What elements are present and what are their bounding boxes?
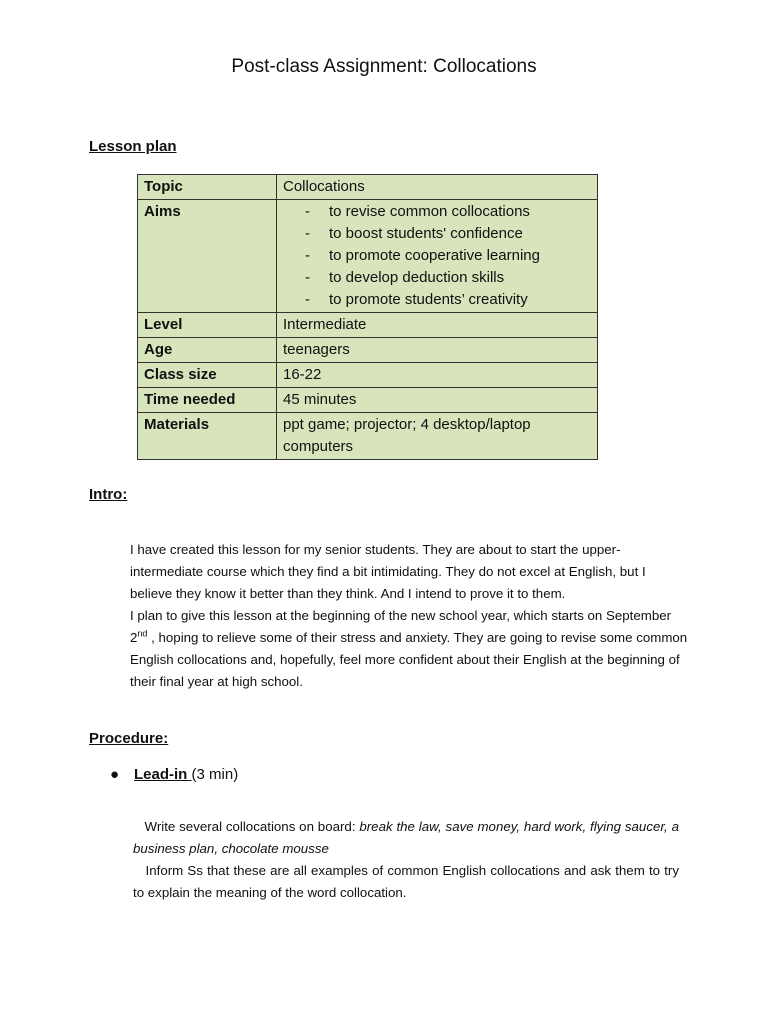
lesson-plan-table [137,174,598,460]
table-row-class-size [138,363,598,388]
aim-item: - to develop deduction skills [305,269,505,286]
date-suffix: nd [137,628,148,639]
age-label: Age [138,338,277,363]
collocation-examples: break the law, save money, hard work, flying saucer, a business plan, chocolate mousse [133,819,679,856]
table-row-time [138,388,598,413]
aim-text: to promote cooperative learning [329,247,540,264]
aim-item: - to promote students’ creativity [305,291,528,308]
intro-heading: Intro: [89,486,128,503]
aims-list [283,201,591,311]
lead-in-duration: (3 min) [191,766,239,783]
table-row-level [138,313,598,338]
materials-value: ppt game; projector; 4 desktop/laptop computers [277,413,598,460]
aims-value [277,200,598,313]
topic-label: Topic [138,175,277,200]
table-row-aims [138,200,598,313]
aims-label: Aims [138,200,277,313]
table-row-topic [138,175,598,200]
lead-in-p2-text: Inform Ss that these are all examples of common English collocations and ask them to try to explain the meaning of the word collocation. [133,863,679,900]
lead-in-bullet [110,766,238,783]
class-size-value: 16-22 [277,363,598,388]
lead-in-paragraph-2 [133,860,679,904]
age-value: teenagers [277,338,598,363]
intro-p2-start: I plan to give this lesson at the beginning of the new school year, which starts on September 2 [130,608,672,645]
materials-label: Materials [138,413,277,460]
bullet-icon: ● [110,766,120,783]
lead-in-paragraph-1 [133,816,679,860]
aim-text: to promote students’ creativity [329,291,528,308]
intro-paragraph-1: I have created this lesson for my senior students. They are about to start the upper-intermediate course which they find a bit intimidating. They do not excel at English, but I believe they know it better than they think. And I intend to prove it to them. [130,542,646,601]
aim-text: to develop deduction skills [329,269,505,286]
time-label: Time needed [138,388,277,413]
intro-paragraph-2 [130,605,690,693]
lead-in-body [133,816,679,904]
level-value: Intermediate [277,313,598,338]
lesson-plan-heading: Lesson plan [89,138,177,155]
aim-item: - to promote cooperative learning [305,247,540,264]
aim-text: to revise common collocations [329,203,530,220]
document-title: Post-class Assignment: Collocations [231,56,537,77]
topic-value: Collocations [277,175,598,200]
aim-item: - to boost students' confidence [305,225,523,242]
intro-body [130,539,690,693]
lead-in-p1-text: Write several collocations on board: [144,819,360,834]
time-value: 45 minutes [277,388,598,413]
lead-in-label: Lead-in [134,766,188,783]
procedure-heading: Procedure: [89,730,169,747]
aim-item: - to revise common collocations [305,203,530,220]
class-size-label: Class size [138,363,277,388]
table-row-materials [138,413,598,460]
aim-text: to boost students' confidence [329,225,523,242]
intro-p2-end: , hoping to relieve some of their stress and anxiety. They are going to revise some common English collocations and, hopefully, feel more confident about their English at the beginning of their final year at high school. [130,630,688,689]
level-label: Level [138,313,277,338]
table-row-age [138,338,598,363]
